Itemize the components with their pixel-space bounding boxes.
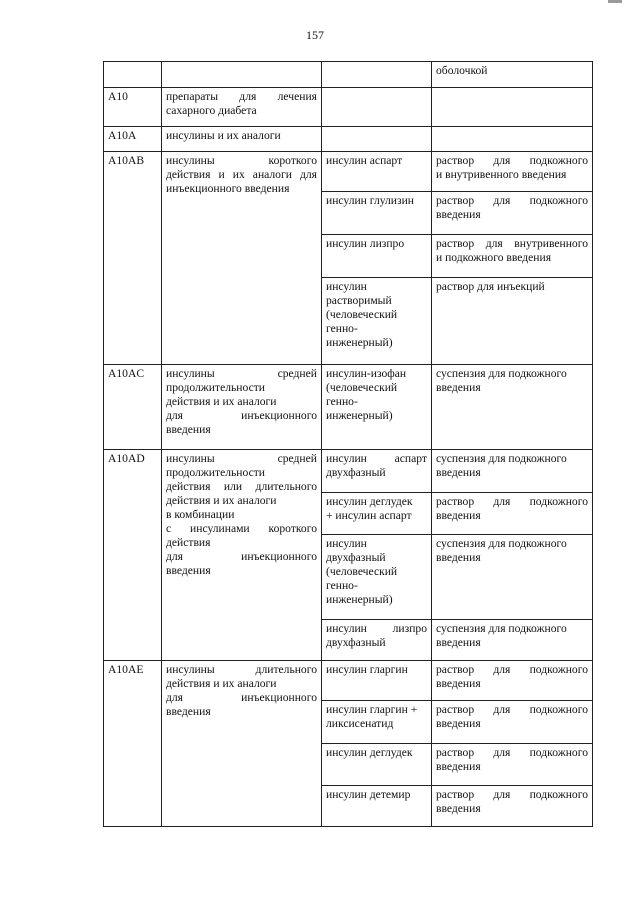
form-cell: раствор для подкожного введения <box>432 493 593 535</box>
form-cell: оболочкой <box>432 62 593 88</box>
drug-cell: инсулин аспарт двухфазный <box>322 450 432 493</box>
group-cell <box>162 62 322 88</box>
group-cell: инсулины короткого действия и их аналоги для инъекционного введения <box>162 152 322 365</box>
form-cell: суспензия для подкожного введения <box>432 450 593 493</box>
form-cell: раствор для подкожного введения <box>432 786 593 827</box>
drug-cell <box>322 88 432 127</box>
drug-cell: инсулин двухфазный (человеческий генно- инженерный) <box>322 535 432 620</box>
code-cell: A10AD <box>104 450 162 661</box>
drug-cell: инсулин аспарт <box>322 152 432 192</box>
scan-corner-mark <box>608 0 622 3</box>
table-row-continuation <box>104 62 593 88</box>
form-cell: суспензия для подкожного введения <box>432 535 593 620</box>
drug-cell <box>322 127 432 152</box>
code-cell: A10AB <box>104 152 162 365</box>
form-cell: раствор для подкожного введения <box>432 701 593 744</box>
drug-cell: инсулин деглудек <box>322 744 432 786</box>
table-row-a10 <box>104 88 593 127</box>
drug-cell <box>322 62 432 88</box>
code-cell: A10 <box>104 88 162 127</box>
form-cell: суспензия для подкожного введения <box>432 620 593 661</box>
group-cell: препараты для лечения сахарного диабета <box>162 88 322 127</box>
code-cell: A10AE <box>104 661 162 827</box>
code-cell: A10AC <box>104 365 162 450</box>
table-row-a10a <box>104 127 593 152</box>
table-row-a10ad <box>104 450 593 493</box>
group-cell: инсулины средней продолжительности действия или длительного действия и их аналоги в комбинации с инсулинами короткого действия для инъекционного введения <box>162 450 322 661</box>
drug-table <box>103 61 593 827</box>
drug-cell: инсулин лизпро <box>322 235 432 278</box>
form-cell: раствор для подкожного и внутривенного введения <box>432 152 593 192</box>
form-cell <box>432 88 593 127</box>
group-cell: инсулины средней продолжительности действия и их аналоги для инъекционного введения <box>162 365 322 450</box>
table-row-a10ab <box>104 152 593 192</box>
drug-cell: инсулин лизпро двухфазный <box>322 620 432 661</box>
drug-cell: инсулин детемир <box>322 786 432 827</box>
form-cell: раствор для инъекций <box>432 278 593 365</box>
table-row-a10ac <box>104 365 593 450</box>
drug-cell: инсулин глулизин <box>322 192 432 235</box>
form-cell: раствор для подкожного введения <box>432 744 593 786</box>
table-row-a10ae <box>104 661 593 701</box>
drug-cell: инсулин деглудек + инсулин аспарт <box>322 493 432 535</box>
form-cell: раствор для подкожного введения <box>432 192 593 235</box>
group-cell: инсулины и их аналоги <box>162 127 322 152</box>
code-cell: A10A <box>104 127 162 152</box>
group-cell: инсулины длительного действия и их аналоги для инъекционного введения <box>162 661 322 827</box>
form-cell: раствор для подкожного введения <box>432 661 593 701</box>
form-cell: суспензия для подкожного введения <box>432 365 593 450</box>
drug-cell: инсулин гларгин + ликсисенатид <box>322 701 432 744</box>
drug-cell: инсулин растворимый (человеческий генно- инженерный) <box>322 278 432 365</box>
code-cell <box>104 62 162 88</box>
page-number: 157 <box>306 28 324 42</box>
form-cell: раствор для внутривенного и подкожного введения <box>432 235 593 278</box>
drug-cell: инсулин-изофан (человеческий генно- инженерный) <box>322 365 432 450</box>
form-cell <box>432 127 593 152</box>
drug-cell: инсулин гларгин <box>322 661 432 701</box>
